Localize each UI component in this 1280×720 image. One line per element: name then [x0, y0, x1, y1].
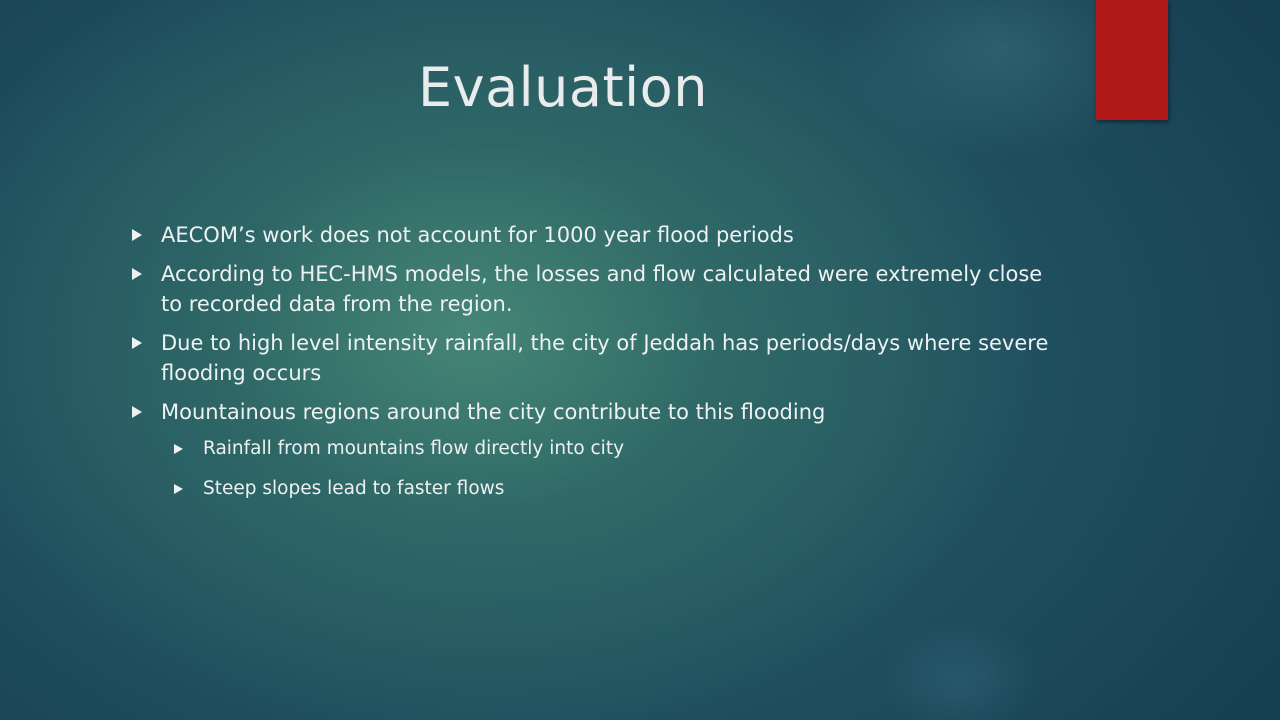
slide-title: Evaluation: [418, 56, 708, 119]
triangle-right-icon: [174, 444, 183, 454]
sub-bullet-text: Rainfall from mountains flow directly into city: [203, 438, 625, 459]
triangle-right-icon: [132, 268, 142, 280]
bullet-text: Due to high level intensity rainfall, the city of Jeddah has periods/days where severe flooding occurs: [161, 331, 1049, 385]
sub-bullet-item: [172, 476, 1060, 502]
bullet-item: [130, 328, 1060, 388]
bullet-text: According to HEC-HMS models, the losses and flow calculated were extremely close to recorded data from the region.: [161, 262, 1043, 316]
bullet-list: [130, 220, 1060, 516]
bullet-item: [130, 397, 1060, 427]
sub-bullet-item: [172, 436, 1060, 462]
sub-bullet-text: Steep slopes lead to faster flows: [203, 478, 505, 499]
background-glow: [880, 620, 1040, 720]
accent-bar: [1096, 0, 1168, 120]
triangle-right-icon: [132, 229, 142, 241]
bullet-item: [130, 220, 1060, 250]
triangle-right-icon: [132, 406, 142, 418]
bullet-text: Mountainous regions around the city contribute to this flooding: [161, 400, 826, 424]
bullet-text: AECOM’s work does not account for 1000 year flood periods: [161, 223, 794, 247]
bullet-item: [130, 259, 1060, 319]
triangle-right-icon: [132, 337, 142, 349]
triangle-right-icon: [174, 484, 183, 494]
